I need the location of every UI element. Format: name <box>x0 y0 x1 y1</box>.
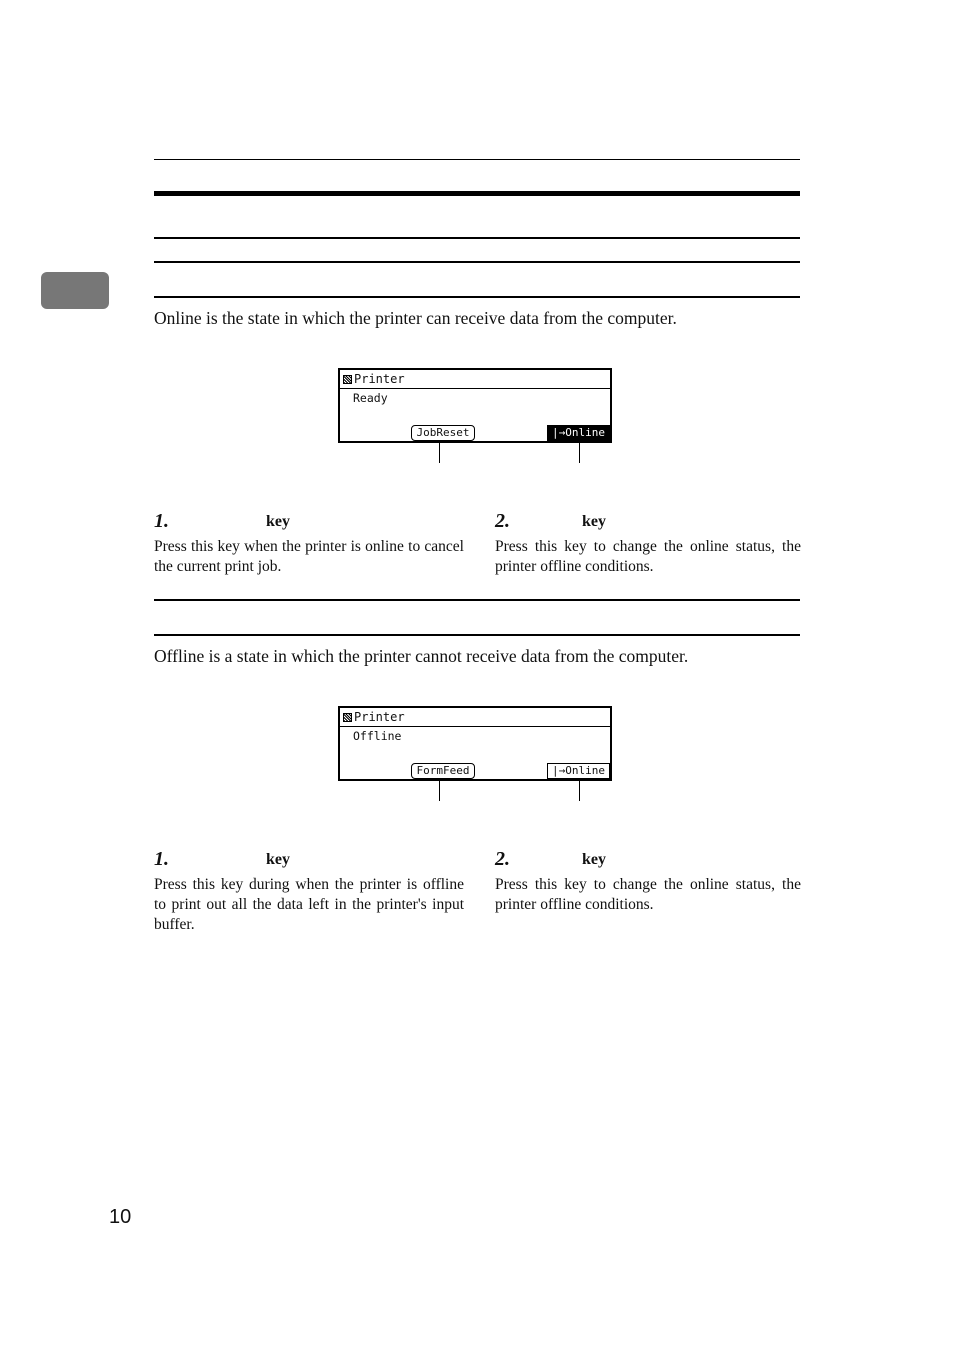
item-key-label: key <box>266 513 290 530</box>
panel-title: Printer <box>354 372 405 386</box>
subsection-rule <box>154 237 800 239</box>
callout-line-2 <box>579 781 580 801</box>
panel-status: Offline <box>353 729 402 743</box>
printer-icon <box>343 375 352 384</box>
subsection-rule <box>154 296 800 298</box>
item-description: Press this key to change the online status, the printer offline conditions. <box>495 876 801 913</box>
panel-status: Ready <box>353 391 388 405</box>
header-rule <box>154 159 800 160</box>
panel-title: Printer <box>354 710 405 724</box>
item-description: Press this key when the printer is online to cancel the current print job. <box>154 538 464 575</box>
online-intro: Online is the state in which the printer can receive data from the computer. <box>154 308 677 328</box>
page-number: 10 <box>109 1206 132 1228</box>
item-key-label: key <box>582 513 606 530</box>
item-number: 2. <box>495 510 510 532</box>
jobreset-key[interactable]: JobReset <box>411 425 475 441</box>
subsection-rule <box>154 599 800 601</box>
callout-line-1 <box>439 443 440 463</box>
online-display-panel <box>338 368 612 443</box>
online-key[interactable]: |→Online <box>547 425 610 441</box>
panel-title-bar <box>340 708 610 727</box>
arrow-icon: |→ <box>552 764 566 777</box>
panel-title-bar <box>340 370 610 389</box>
printer-icon <box>343 713 352 722</box>
callout-line-1 <box>439 781 440 801</box>
arrow-icon: |→ <box>552 426 566 439</box>
item-number: 1. <box>154 848 169 870</box>
item-description: Press this key during when the printer is offline to print out all the data left in the printer's input buffer. <box>154 876 464 933</box>
item-key-label: key <box>266 851 290 868</box>
formfeed-key[interactable]: FormFeed <box>411 763 475 779</box>
offline-intro: Offline is a state in which the printer cannot receive data from the computer. <box>154 646 689 666</box>
offline-display-panel <box>338 706 612 781</box>
online-key[interactable]: |→Online <box>547 763 610 779</box>
subsection-rule <box>154 634 800 636</box>
item-number: 2. <box>495 848 510 870</box>
subsection-rule <box>154 261 800 263</box>
callout-line-2 <box>579 443 580 463</box>
chapter-tab <box>41 272 109 309</box>
section-rule-thick <box>154 191 800 196</box>
item-description: Press this key to change the online status, the printer offline conditions. <box>495 538 801 575</box>
item-key-label: key <box>582 851 606 868</box>
item-number: 1. <box>154 510 169 532</box>
